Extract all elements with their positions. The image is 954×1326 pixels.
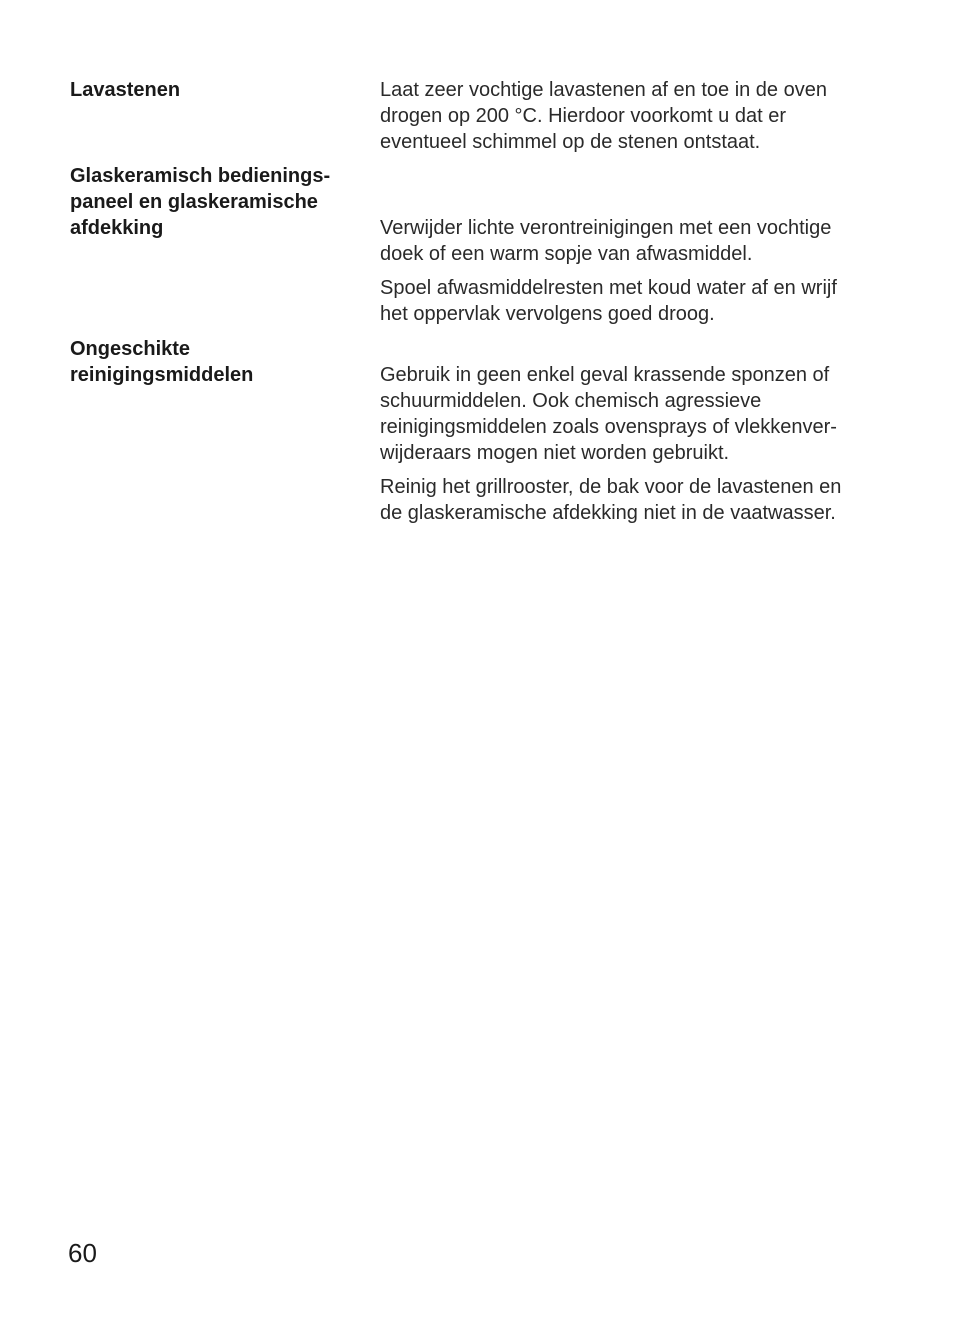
paragraph: Spoel afwasmiddelresten met koud water af en wrijf het oppervlak vervolgens goed droog. — [380, 277, 837, 325]
section-heading: Ongeschikte reinigingsmiddelen — [70, 338, 254, 386]
paragraph: Reinig het grillrooster, de bak voor de lavastenen en de glaskeramische afdekking niet in de vaatwasser. — [380, 476, 842, 524]
section-heading: Glaskeramisch bedienings- paneel en glaskeramische afdekking — [70, 165, 331, 239]
section-heading: Lavastenen — [70, 79, 181, 101]
section-body — [380, 362, 880, 534]
page-number: 60 — [68, 1238, 97, 1268]
section-body — [380, 215, 880, 335]
paragraph: Laat zeer vochtige lavastenen af en toe in de oven drogen op 200 °C. Hierdoor voorkomt u dat er eventueel schimmel op de stenen ontstaat. — [380, 79, 827, 153]
paragraph: Gebruik in geen enkel geval krassende sponzen of schuurmiddelen. Ook chemisch agressieve reinigingsmiddelen zoals ovensprays of vlekkenver- wijderaars mogen niet worden gebruikt. — [380, 364, 837, 464]
paragraph: Verwijder lichte verontreinigingen met een vochtige doek of een warm sopje van afwasmiddel. — [380, 217, 832, 265]
section-body — [380, 77, 880, 163]
